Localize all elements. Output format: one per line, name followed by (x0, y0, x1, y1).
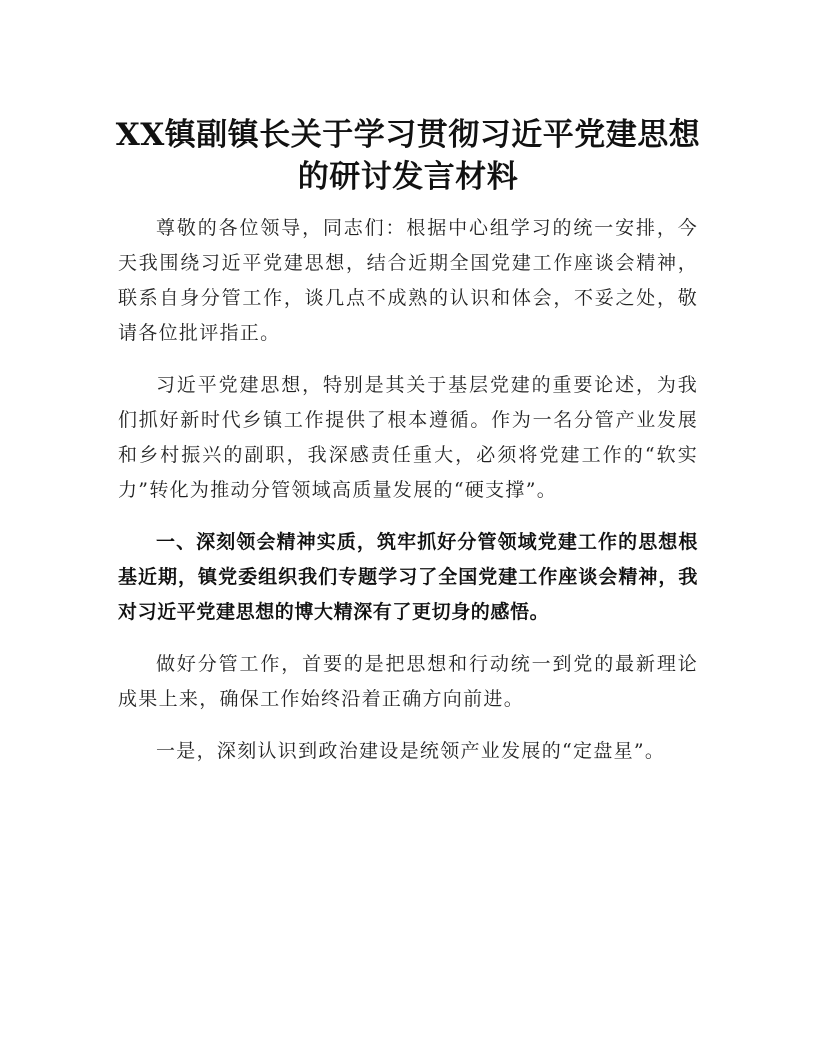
title-line-2: 的研讨发言材料 (297, 159, 519, 195)
paragraph-greeting: 尊敬的各位领导，同志们：根据中心组学习的统一安排，今天我围绕习近平党建思想，结合近期全国党建工作座谈会精神，联系自身分管工作，谈几点不成熟的认识和体会，不妥之处，敬请各位批评指正。 (118, 217, 698, 344)
document-title (110, 114, 706, 198)
section-heading-1: 一、深刻领会精神实质，筑牢抓好分管领域党建工作的思想根基近期，镇党委组织我们专题学习了全国党建工作座谈会精神，我对习近平党建思想的博大精深有了更切身的感悟。 (118, 531, 698, 623)
paragraph-intro: 习近平党建思想，特别是其关于基层党建的重要论述，为我们抓好新时代乡镇工作提供了根本遵循。作为一名分管产业发展和乡村振兴的副职，我深感责任重大，必须将党建工作的“软实力”转化为推动分管领域高质量发展的“硬支撑”。 (118, 374, 698, 501)
paragraph-point-1: 一是，深刻认识到政治建设是统领产业发展的“定盘星”。 (156, 740, 666, 762)
document-body (118, 211, 698, 769)
paragraph-section-1: 做好分管工作，首要的是把思想和行动统一到党的最新理论成果上来，确保工作始终沿着正确方向前进。 (118, 653, 698, 710)
title-line-1: XX镇副镇长关于学习贯彻习近平党建思想 (115, 117, 701, 153)
